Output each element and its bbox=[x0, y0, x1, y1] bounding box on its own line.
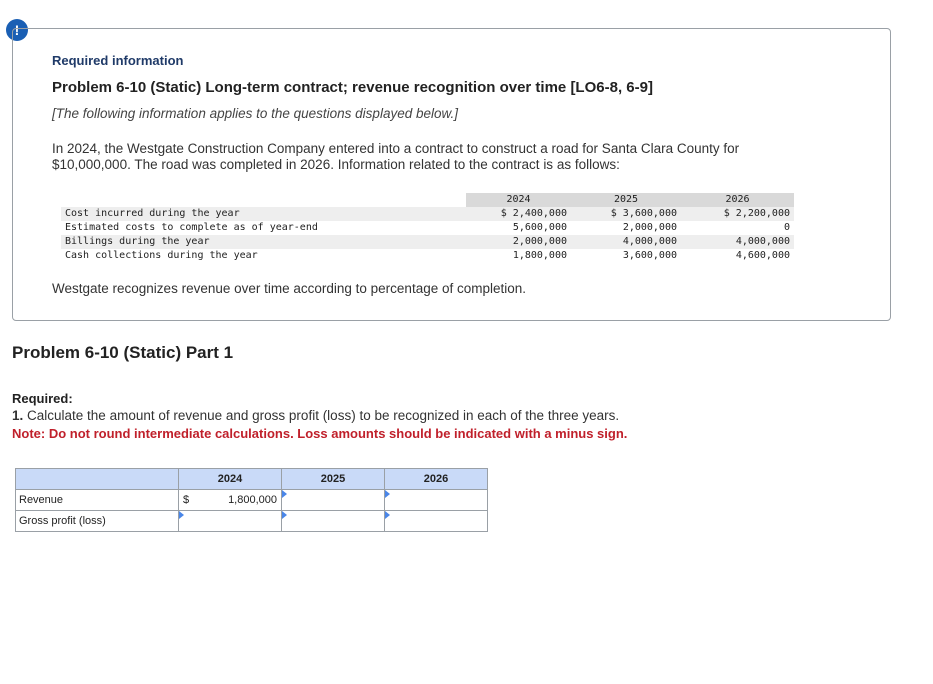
revenue-2024-input[interactable] bbox=[179, 490, 282, 511]
table-row bbox=[61, 235, 794, 249]
cell-value: $ 2,200,000 bbox=[681, 207, 794, 221]
part-title: Problem 6-10 (Static) Part 1 bbox=[12, 343, 234, 362]
alert-icon: ! bbox=[6, 19, 28, 41]
answer-row-label: Revenue bbox=[16, 490, 179, 511]
year-header: 2025 bbox=[571, 193, 681, 207]
revenue-2026-field[interactable] bbox=[385, 490, 487, 510]
required-label: Required: bbox=[12, 391, 73, 406]
input-marker-icon bbox=[385, 490, 390, 498]
cell-value: 1,800,000 bbox=[512, 250, 567, 261]
row-label: Cash collections during the year bbox=[65, 250, 258, 261]
revenue-2026-input[interactable] bbox=[385, 490, 488, 511]
answer-row-label: Gross profit (loss) bbox=[16, 511, 179, 532]
contract-info-table bbox=[61, 193, 794, 263]
intro-paragraph bbox=[52, 141, 832, 173]
revenue-2025-input[interactable] bbox=[282, 490, 385, 511]
row-label: Billings during the year bbox=[61, 235, 466, 249]
required-number: 1. bbox=[12, 408, 24, 423]
cell-value: 4,000,000 bbox=[681, 235, 794, 249]
answer-year-header: 2026 bbox=[385, 469, 488, 490]
revenue-2025-field[interactable] bbox=[282, 490, 384, 510]
cell-value: 0 bbox=[783, 222, 790, 233]
input-marker-icon bbox=[282, 511, 287, 519]
input-marker-icon bbox=[282, 490, 287, 498]
cell-value: 3,600,000 bbox=[622, 250, 677, 261]
gross-profit-2026-field[interactable] bbox=[385, 511, 487, 531]
cell-value: $ 3,600,000 bbox=[571, 207, 681, 221]
year-header: 2026 bbox=[681, 193, 794, 207]
gross-profit-2025-field[interactable] bbox=[282, 511, 384, 531]
cell-value: 4,000,000 bbox=[571, 235, 681, 249]
gross-profit-2024-field[interactable] bbox=[179, 511, 281, 531]
table-row bbox=[61, 249, 794, 263]
cell-value: 2,000,000 bbox=[622, 222, 677, 233]
info-panel bbox=[12, 28, 891, 321]
input-marker-icon bbox=[179, 511, 184, 519]
cell-value: 5,600,000 bbox=[512, 222, 567, 233]
answer-year-header: 2024 bbox=[179, 469, 282, 490]
required-instruction bbox=[12, 408, 619, 423]
input-marker-icon bbox=[385, 511, 390, 519]
gross-profit-2024-input[interactable] bbox=[179, 511, 282, 532]
answer-row-gross-profit bbox=[16, 511, 488, 532]
input-value: 1,800,000 bbox=[228, 494, 277, 506]
gross-profit-2025-input[interactable] bbox=[282, 511, 385, 532]
applies-note: [The following information applies to the questions displayed below.] bbox=[52, 106, 458, 121]
year-header: 2024 bbox=[466, 193, 571, 207]
revenue-2024-field[interactable] bbox=[179, 490, 281, 510]
answer-year-header: 2025 bbox=[282, 469, 385, 490]
problem-title: Problem 6-10 (Static) Long-term contract; revenue recognition over time [LO6-8, 6-9] bbox=[52, 79, 653, 96]
table-row bbox=[61, 221, 794, 235]
cell-value: 2,000,000 bbox=[466, 235, 571, 249]
row-label: Cost incurred during the year bbox=[61, 207, 466, 221]
gross-profit-2026-input[interactable] bbox=[385, 511, 488, 532]
intro-line-2: $10,000,000. The road was completed in 2026. Information related to the contract is as follows: bbox=[52, 157, 620, 172]
intro-line-1: In 2024, the Westgate Construction Company entered into a contract to construct a road for Santa Clara County for bbox=[52, 141, 740, 156]
currency-prefix: $ bbox=[183, 494, 190, 506]
rounding-note: Note: Do not round intermediate calculations. Loss amounts should be indicated with a minus sign. bbox=[12, 426, 628, 441]
corner-header bbox=[16, 469, 179, 490]
required-information-heading: Required information bbox=[52, 53, 184, 68]
cell-value: 4,600,000 bbox=[735, 250, 790, 261]
row-label: Estimated costs to complete as of year-end bbox=[65, 222, 318, 233]
recognition-note: Westgate recognizes revenue over time according to percentage of completion. bbox=[52, 281, 527, 296]
required-instruction-text: Calculate the amount of revenue and gross profit (loss) to be recognized in each of the three years. bbox=[23, 408, 620, 423]
cell-value: $ 2,400,000 bbox=[466, 207, 571, 221]
answer-row-revenue bbox=[16, 490, 488, 511]
table-row bbox=[61, 207, 794, 221]
answer-table bbox=[15, 468, 488, 532]
